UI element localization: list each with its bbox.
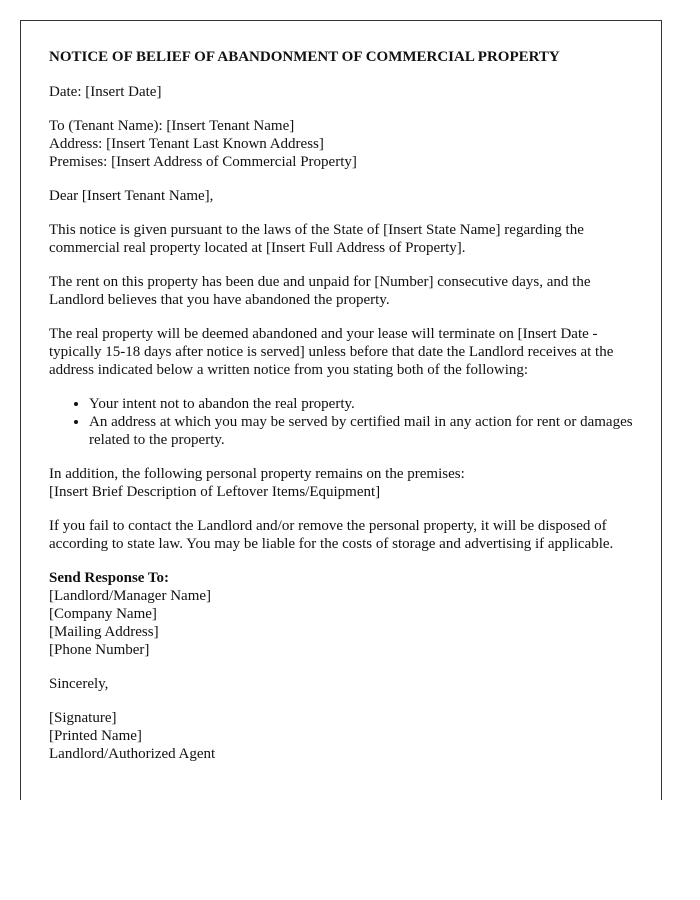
closing: Sincerely, <box>49 676 109 692</box>
tenant-name-line: To (Tenant Name): [Insert Tenant Name] <box>49 118 295 134</box>
notice-document <box>20 20 662 800</box>
response-line: [Mailing Address] <box>49 624 159 640</box>
list-item: • An address at which you may be served by certified mail in any action for rent or damages related to the property. <box>89 413 633 449</box>
printed-name-line: [Printed Name] <box>49 728 142 744</box>
personal-property-description: [Insert Brief Description of Leftover Items/Equipment] <box>49 484 381 500</box>
personal-property-block <box>49 465 633 501</box>
premises-line: Premises: [Insert Address of Commercial Property] <box>49 154 357 170</box>
tenant-address-line: Address: [Insert Tenant Last Known Address] <box>49 136 324 152</box>
response-line: [Landlord/Manager Name] <box>49 588 212 604</box>
signature-block <box>49 709 633 763</box>
list-item: • Your intent not to abandon the real property. <box>89 395 633 413</box>
date-line: Date: [Insert Date] <box>49 84 162 100</box>
signature-line: [Signature] <box>49 710 117 726</box>
role-line: Landlord/Authorized Agent <box>49 746 216 762</box>
personal-property-intro: In addition, the following personal property remains on the premises: <box>49 466 465 482</box>
response-block <box>49 569 633 659</box>
salutation: Dear [Insert Tenant Name], <box>49 188 214 204</box>
paragraph-pursuant: This notice is given pursuant to the laws of the State of [Insert State Name] regarding the commercial real property located at [Insert Full Address of Property]. <box>49 222 584 256</box>
response-line: [Phone Number] <box>49 642 150 658</box>
recipient-block <box>49 117 633 171</box>
requirements-list <box>49 395 633 449</box>
paragraph-termination: The real property will be deemed abandoned and your lease will terminate on [Insert Date - typically 15-18 days after notice is served] unless before that date the Landlord receives at the address indicated below a written notice from you stating both of the following: <box>49 326 614 378</box>
disposal-paragraph: If you fail to contact the Landlord and/or remove the personal property, it will be disposed of according to state law. You may be liable for the costs of storage and advertising if applicable. <box>49 518 614 552</box>
response-heading: Send Response To: <box>49 570 170 586</box>
response-line: [Company Name] <box>49 606 157 622</box>
paragraph-rent-unpaid: The rent on this property has been due and unpaid for [Number] consecutive days, and the Landlord believes that you have abandoned the property. <box>49 274 591 308</box>
document-title: NOTICE OF BELIEF OF ABANDONMENT OF COMMERCIAL PROPERTY <box>49 49 560 65</box>
